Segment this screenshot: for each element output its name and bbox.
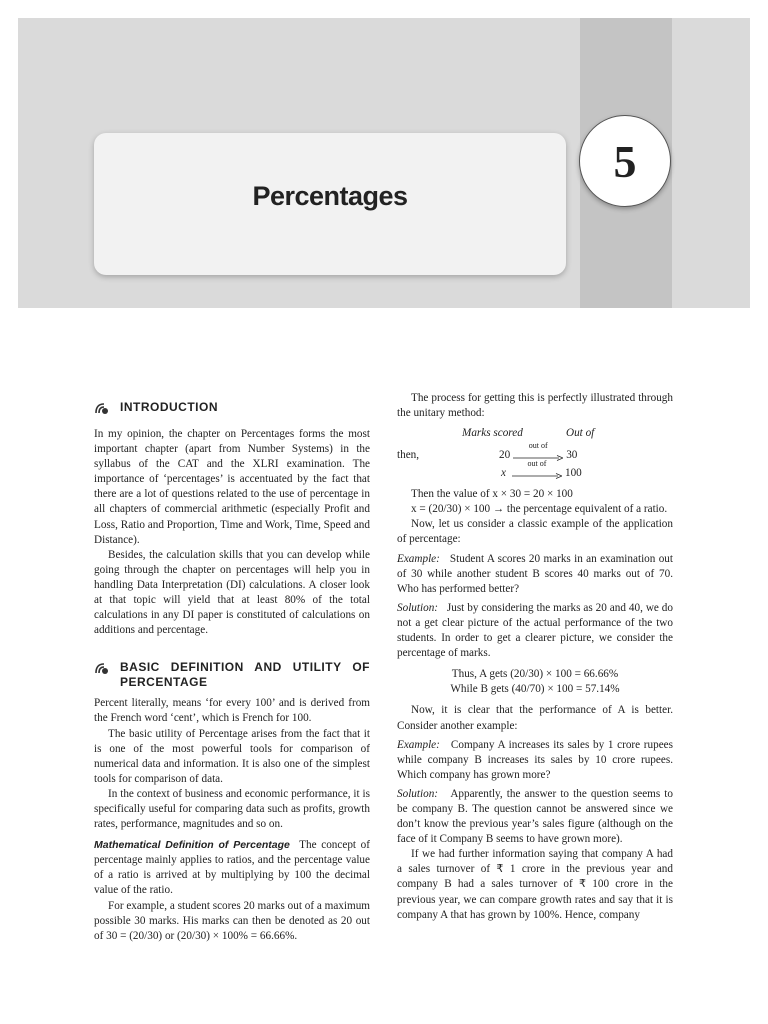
out-of-arrow: out of — [513, 450, 563, 462]
intro-paragraph-2: Besides, the calculation skills that you can develop while going through the chapter on percentages will help you in handling Data Interpretation (DI) calculations. A closer look at that topic will yield that at least 80% of the total calculations in any DI paper is constituted of calculations on additions and percentage. — [94, 548, 370, 637]
example-1-label: Example: — [397, 552, 440, 565]
basic-paragraph-3: In the context of business and economic performance, it is specifically useful for comparing data such as profits, growth rates, performance, magnitudes and so on. — [94, 787, 370, 831]
solution-1: Solution: Just by considering the marks as 20 and 40, we do not a get clear picture of the actual performance of the two students. In order to get a clearer picture, we consider the percentage of marks. — [397, 601, 673, 660]
then-label: then, — [397, 449, 420, 462]
out-of-arrow: out of — [512, 468, 562, 480]
solution-2-label: Solution: — [397, 787, 439, 800]
classic-example-intro: Now, let us consider a classic example of the application of percentage: — [397, 518, 673, 546]
section-swirl-icon — [94, 661, 110, 675]
example-2: Example: Company A increases its sales by 1 crore rupees while company B increases its sales by 10 crore rupees. Which company has grown more? — [397, 738, 673, 781]
basic-definition-heading: BASIC DEFINITION AND UTILITY OF PERCENTAGE — [94, 660, 370, 690]
table-row-1: 20 out of 30 — [499, 440, 578, 462]
introduction-heading: INTRODUCTION — [94, 400, 370, 415]
section-swirl-icon — [94, 401, 110, 415]
table-header-marks: Marks scored — [462, 427, 523, 440]
right-arrow-icon — [512, 473, 562, 479]
unitary-table — [397, 421, 673, 483]
conclusion-paragraph: Now, it is clear that the performance of A is better. Consider another example: — [397, 704, 673, 732]
solution-2: Solution: Apparently, the answer to the question seems to be company B. The question cannot be answered since we don’t know the previous year’s sales figure (although on the face of it Company B seems to have grown more). — [397, 787, 674, 846]
left-column — [94, 400, 370, 944]
example-2-label: Example: — [397, 738, 440, 751]
solution-1-label: Solution: — [397, 601, 439, 614]
chapter-title: Percentages — [252, 181, 408, 211]
equation-line-1: Then the value of x × 30 = 20 × 100 — [411, 488, 573, 501]
chapter-number: 5 — [613, 135, 637, 187]
growth-paragraph: If we had further information saying that company A had a sales turnover of ₹ 1 crore in the previous year and company B had a sales turnover of ₹ 100 crore in the previous year, we can compare growth rates and say that it is company A that has grown by 100%. Hence, company — [397, 848, 673, 921]
example-paragraph: For example, a student scores 20 marks out of a maximum possible 30 marks. His marks can then be denoted as 20 out of 30 = (20/30) or (20/30) × 100% = 66.66%. — [94, 899, 370, 942]
basic-paragraph-2: The basic utility of Percentage arises from the fact that it is one of the most powerful tools for comparison of numerical data and information. It is also one of the simplest tools for comparison of data. — [94, 727, 370, 785]
chapter-number-badge — [579, 115, 671, 207]
calc-line-1: Thus, A gets (20/30) × 100 = 66.66% — [451, 668, 619, 681]
table-row-2: x out of 100 — [501, 458, 582, 480]
example-1: Example: Student A scores 20 marks in an examination out of 30 while another student B scores 40 marks out of 70. Who has performed better? — [397, 552, 674, 595]
calc-line-2: While B gets (40/70) × 100 = 57.14% — [450, 683, 620, 696]
right-column — [397, 391, 673, 923]
equation-line-2: x = (20/30) × 100 → the percentage equivalent of a ratio. — [411, 503, 668, 516]
unitary-intro: The process for getting this is perfectly illustrated through the unitary method: — [397, 392, 673, 420]
intro-paragraph-1: In my opinion, the chapter on Percentages forms the most important chapter (apart from Number Systems) in the syllabus of the CAT and the XLRI examination. The importance of ‘percentages’ is accentuated by the fact that there are a lot of questions related to the use of percentage in all chapters of commercial arithmetic (especially Profit and Loss, Ratio and Proportion, Time and Work, Time, Speed and Distance). — [94, 428, 370, 546]
chapter-title-box — [94, 133, 566, 275]
table-header-outof: Out of — [566, 427, 595, 440]
math-definition-label: Mathematical Definition of Percentage — [94, 839, 290, 852]
math-definition-paragraph — [94, 838, 370, 898]
math-definition-text: The concept of percentage mainly applies to ratios, and the percentage value of a ratio is arrived at by multiplying by 100 the decimal value of the ratio. — [94, 839, 371, 897]
basic-paragraph-1: Percent literally, means ‘for every 100’ and is derived from the French word ‘cent’, which is French for 100. — [94, 697, 370, 725]
